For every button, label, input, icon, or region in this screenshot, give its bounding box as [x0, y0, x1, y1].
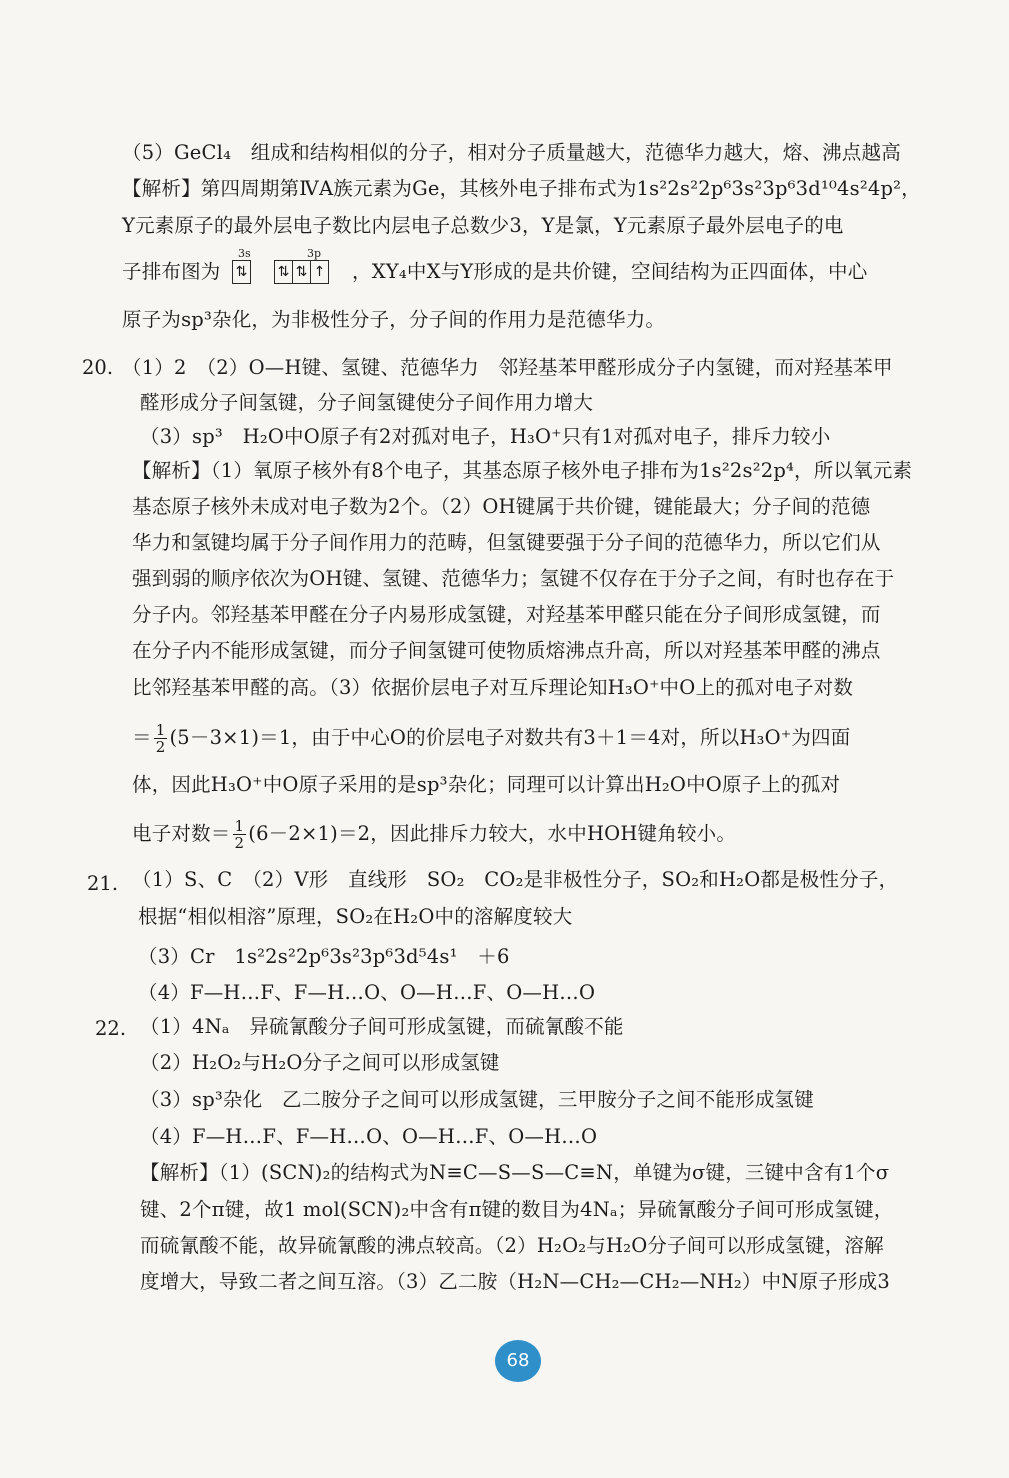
equals-sign: ＝	[132, 726, 152, 749]
line-analysis-19-2: Y元素原子的最外层电子数比内层电子总数少3，Y是氯，Y元素原子最外层电子的电	[122, 214, 844, 237]
line-q22-2: （2）H₂O₂与H₂O分子之间可以形成氢键	[140, 1051, 500, 1074]
line-q21-4: （4）F—H…F、F—H…O、O—H…F、O—H…O	[138, 981, 596, 1004]
page-number-badge: 68	[495, 1340, 541, 1382]
line-analysis-22-3: 而硫氰酸不能，故异硫氰酸的沸点较高。（2）H₂O₂与H₂O分子间可以形成氢键，溶解	[140, 1234, 884, 1257]
line-q21-3: （3）Cr 1s²2s²2p⁶3s²3p⁶3d⁵4s¹ ＋6	[138, 945, 510, 968]
line-q21-1: （1）S、C （2）V形 直线形 SO₂ CO₂是非极性分子，SO₂和H₂O都是极性分子，	[132, 868, 899, 891]
line-q20-2: 醛形成分子间氢键，分子间氢键使分子间作用力增大	[140, 391, 594, 414]
question-number-20: 20.	[82, 356, 114, 379]
line-q19-5: （5）GeCl₄ 组成和结构相似的分子，相对分子质量越大，范德华力越大，熔、沸点越高	[122, 141, 901, 164]
fraction-numerator: 1	[155, 721, 166, 739]
line-analysis-20-10	[132, 818, 736, 851]
line-analysis-20-6: 在分子内不能形成氢键，而分子间氢键可使物质熔沸点升高，所以对羟基苯甲醛的沸点	[132, 639, 881, 662]
line-analysis-20-9: 体，因此H₃O⁺中O原子采用的是sp³杂化；同理可以计算出H₂O中O原子上的孤对	[132, 773, 841, 796]
line-analysis-22-1: 【解析】（1）(SCN)₂的结构式为N≡C—S—S—C≡N，单键为σ键，三键中含有1个σ	[140, 1161, 890, 1184]
line-analysis-19-3b: ，XY₄中X与Y形成的是共价键，空间结构为正四面体，中心	[352, 260, 868, 283]
line-analysis-20-8-text: (5－3×1)＝1，由于中心O的价层电子对数共有3＋1＝4对，所以H₃O⁺为四面	[169, 726, 851, 749]
line-analysis-20-10-lead: 电子对数＝	[132, 822, 231, 845]
line-q20-1: （1）2 （2）O—H键、氢键、范德华力 邻羟基苯甲醛形成分子内氢键，而对羟基苯甲	[122, 356, 893, 379]
line-q22-4: （4）F—H…F、F—H…O、O—H…F、O—H…O	[140, 1125, 598, 1148]
fraction-denominator: 2	[155, 738, 166, 756]
line-analysis-19-4: 原子为sp³杂化，为非极性分子，分子间的作用力是范德华力。	[122, 308, 666, 331]
fraction-numerator: 1	[234, 817, 245, 835]
line-analysis-22-4: 度增大，导致二者之间互溶。（3）乙二胺（H₂N—CH₂—CH₂—NH₂）中N原子形成3	[140, 1270, 890, 1293]
fraction-denominator: 2	[234, 834, 245, 852]
line-q21-2: 根据“相似相溶”原理，SO₂在H₂O中的溶解度较大	[138, 905, 573, 928]
line-analysis-20-2: 基态原子核外未成对电子数为2个。（2）OH键属于共价键，键能最大；分子间的范德	[132, 495, 871, 518]
line-q22-3: （3）sp³杂化 乙二胺分子之间可以形成氢键，三甲胺分子之间不能形成氢键	[140, 1088, 814, 1111]
line-analysis-19-3a: 子排布图为	[122, 260, 221, 283]
orbital-label-3s: 3s	[238, 247, 251, 260]
orbital-box-3p	[274, 260, 329, 284]
line-analysis-20-7: 比邻羟基苯甲醛的高。（3）依据价层电子对互斥理论知H₃O⁺中O上的孤对电子对数	[132, 676, 854, 699]
fraction-half-1	[154, 722, 168, 755]
line-q20-3: （3）sp³ H₂O中O原子有2对孤对电子，H₃O⁺只有1对孤对电子，排斥力较小	[140, 425, 831, 448]
orbital-box-3s	[232, 260, 251, 284]
orbital-cell-3s: ⇅	[235, 264, 248, 280]
fraction-half-2	[233, 818, 247, 851]
question-number-21: 21.	[87, 872, 119, 895]
line-analysis-20-10-text: (6－2×1)＝2，因此排斥力较大，水中HOH键角较小。	[248, 822, 737, 845]
line-analysis-19-1: 【解析】第四周期第ⅣA族元素为Ge，其核外电子排布式为1s²2s²2p⁶3s²3p⁶3d¹⁰4s²4p²，	[122, 177, 921, 200]
orbital-cell-3p-2: ⇅	[293, 261, 311, 283]
orbital-cell-3p-1: ⇅	[275, 261, 293, 283]
line-analysis-22-2: 键、2个π键，故1 mol(SCN)₂中含有π键的数目为4Nₐ；异硫氰酸分子间可形成氢键，	[140, 1198, 894, 1221]
orbital-label-3p: 3p	[307, 247, 322, 260]
line-analysis-20-5: 分子内。邻羟基苯甲醛在分子内易形成氢键，对羟基苯甲醛只能在分子间形成氢键，而	[132, 603, 881, 626]
orbital-cell-3p-3: ↑	[313, 264, 326, 280]
line-analysis-20-4: 强到弱的顺序依次为OH键、氢键、范德华力；氢键不仅存在于分子之间，有时也存在于	[132, 567, 895, 590]
line-q22-1: （1）4Nₐ 异硫氰酸分子间可形成氢键，而硫氰酸不能	[140, 1015, 624, 1038]
line-analysis-20-1: 【解析】（1）氧原子核外有8个电子，其基态原子核外电子排布为1s²2s²2p⁴，所以氧元素	[132, 459, 913, 482]
line-analysis-20-8	[132, 722, 850, 755]
line-analysis-20-3: 华力和氢键均属于分子间作用力的范畴，但氢键要强于分子间的范德华力，所以它们从	[132, 531, 881, 554]
question-number-22: 22.	[95, 1017, 127, 1040]
